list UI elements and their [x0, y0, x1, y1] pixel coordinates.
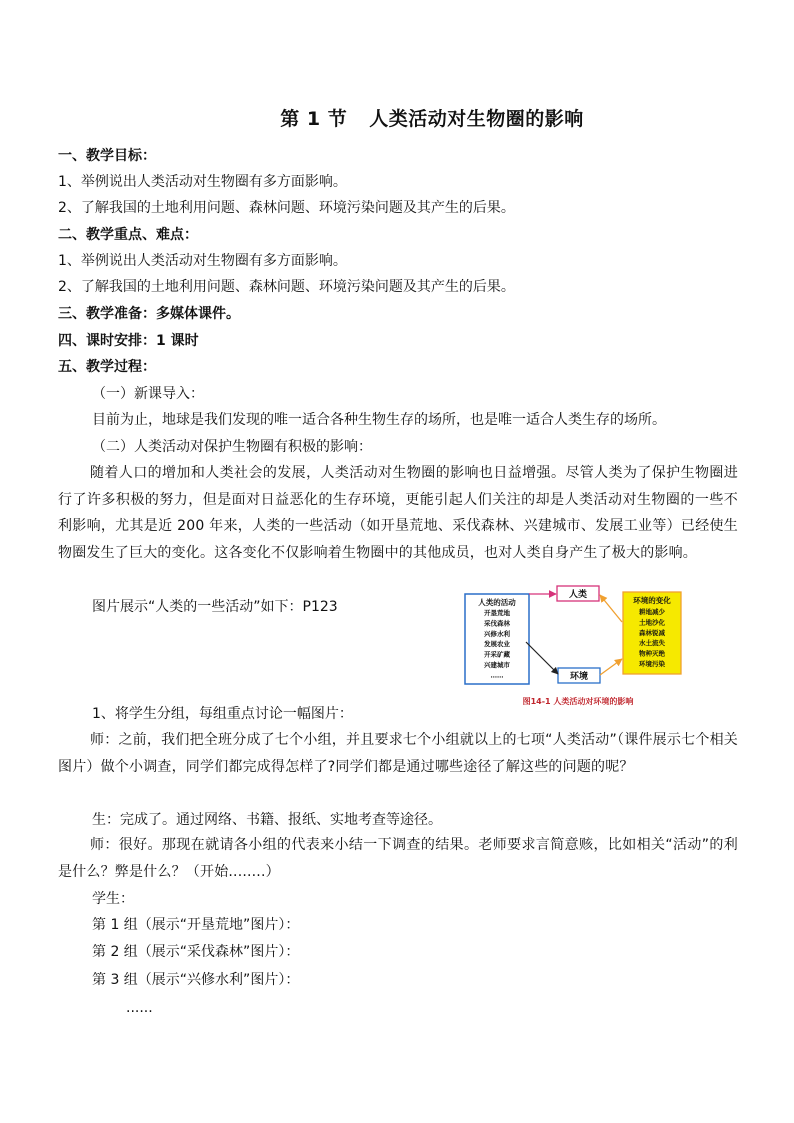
change-item: 水土流失: [639, 639, 665, 648]
key-item-1: 1、举例说出人类活动对生物圈有多方面影响。: [58, 253, 347, 269]
step-1-text: 1、将学生分组，每组重点讨论一幅图片：: [92, 706, 353, 722]
changes-title: 环境的变化: [633, 596, 671, 605]
heading-goals: 一、教学目标：: [58, 148, 156, 164]
student-line-1: 生：完成了。通过网络、书籍、报纸、实地考查等途径。: [92, 812, 442, 828]
paragraph-human-impact: 随着人口的增加和人类社会的发展，人类活动对生物圈的影响也日益增强。尽管人类为了保护生物圈进行了许多积极的努力，但是面对日益恶化的生存环境，更能引起人们关注的却是人类活动对生物圈的一些不利影响，尤其是近 200 年来，人类的一些活动（如开垦荒地、采伐森林、兴建城市、发展工业等）已经使生物圈发生了巨大的变化。这各变化不仅影响着生物圈中的其他成员，也对人类自身产生了极大的影响。: [58, 465, 738, 561]
arrow-changes-to-human: [600, 595, 622, 622]
picture-show-text: 图片展示“人类的一些活动”如下：P123: [92, 599, 338, 615]
group-2-line: 第 2 组（展示“采伐森林”图片）：: [92, 944, 300, 960]
activity-item: ……: [490, 671, 504, 680]
environment-label: 环境: [569, 672, 589, 682]
teacher-line-2: 师：很好。那现在就请各小组的代表来小结一下调查的结果。老师要求言简意赅，比如相关“活动”的利是什么？弊是什么？（开始........）: [58, 837, 738, 880]
intro-text: 目前为止，地球是我们发现的唯一适合各种生物生存的场所，也是唯一适合人类生存的场所。: [92, 412, 666, 428]
group-1-line: 第 1 组（展示“开垦荒地”图片）：: [92, 917, 300, 933]
goal-item-1: 1、举例说出人类活动对生物圈有多方面影响。: [58, 174, 347, 190]
key-item-2: 2、了解我国的土地利用问题、森林问题、环境污染问题及其产生的后果。: [58, 279, 515, 295]
activity-item: 兴建城市: [484, 661, 510, 669]
heading-process: 五、教学过程：: [58, 359, 156, 375]
figure-caption: 图14-1 人类活动对环境的影响: [522, 697, 634, 706]
activity-item: 开采矿藏: [484, 650, 510, 659]
change-item: 环境污染: [639, 660, 665, 668]
page-title: [0, 104, 794, 131]
figure-human-activities: [460, 584, 696, 712]
heading-schedule: 四、课时安排：1 课时: [58, 333, 199, 349]
subheading-positive-impact: （二）人类活动对保护生物圈有积极的影响：: [92, 439, 372, 455]
human-label: 人类: [568, 590, 588, 600]
activity-item: 兴修水利: [484, 629, 510, 638]
activity-item: 采伐森林: [484, 619, 510, 628]
heading-key-points: 二、教学重点、难点：: [58, 227, 198, 243]
heading-preparation: 三、教学准备：多媒体课件。: [58, 306, 240, 322]
ellipsis-line: ......: [126, 1000, 153, 1016]
activity-item: 开垦荒地: [484, 609, 510, 617]
figure-diagram: [460, 584, 696, 712]
subheading-intro: （一）新课导入：: [92, 386, 204, 402]
arrow-environment-to-changes: [600, 659, 622, 675]
change-item: 土地沙化: [639, 618, 665, 627]
teacher-line-1: 师：之前，我们把全班分成了七个小组，并且要求七个小组就以上的七项“人类活动”（课件展示七个相关图片）做个小调查，同学们都完成得怎样了?同学们都是通过哪些途径了解这些的问题的呢？: [58, 732, 738, 775]
section-name: 人类活动对生物圈的影响: [369, 108, 584, 130]
arrow-activities-to-environment: [526, 642, 558, 674]
group-3-line: 第 3 组（展示“兴修水利”图片）：: [92, 972, 300, 988]
activity-item: 发展农业: [484, 640, 510, 649]
section-number: 第 1 节: [280, 108, 348, 130]
students-label: 学生：: [92, 891, 134, 907]
change-item: 森林锐减: [639, 628, 665, 637]
change-item: 耕地减少: [639, 608, 665, 616]
change-item: 物种灭绝: [639, 649, 665, 658]
goal-item-2: 2、了解我国的土地利用问题、森林问题、环境污染问题及其产生的后果。: [58, 200, 515, 216]
activities-title: 人类的活动: [478, 598, 516, 607]
